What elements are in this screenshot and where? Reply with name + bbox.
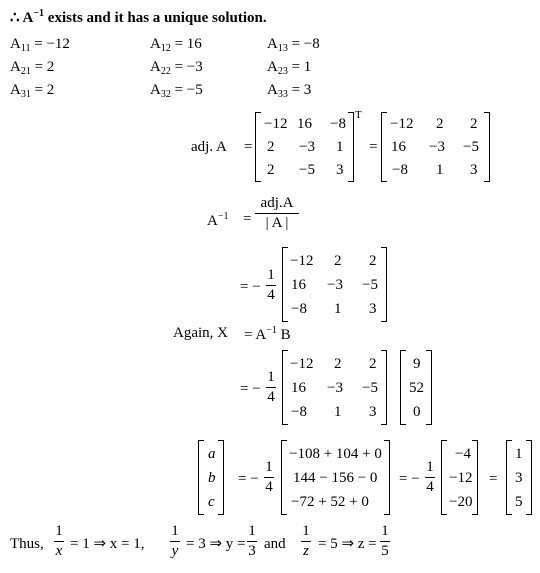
cofactor-a33: $A_{33} = 3$ bbox=[267, 82, 312, 100]
expr-left-bracket bbox=[281, 440, 287, 515]
vector-cell: 0 bbox=[413, 404, 421, 420]
vector-cell: 9 bbox=[413, 356, 421, 372]
cofactor-a21: $A_{21} = 2$ bbox=[10, 59, 55, 77]
intro-sup: −1 bbox=[33, 8, 45, 19]
result-cell: 1 bbox=[515, 446, 523, 462]
product-matrix-right-bracket bbox=[381, 350, 387, 425]
inverse-coefficient: 1 4 bbox=[267, 267, 275, 303]
product-cell: −5 bbox=[362, 380, 378, 396]
thus-t1: = 1 ⇒ x = 1, bbox=[70, 536, 145, 552]
adj-m1-cell: 16 bbox=[297, 116, 312, 132]
vector-cell: 52 bbox=[409, 380, 424, 396]
adj-m2-cell: 16 bbox=[391, 139, 406, 155]
adj-eq1: = bbox=[244, 139, 253, 155]
cofactor-a32: $A_{32} = -5$ bbox=[150, 82, 203, 100]
adj-m1-cell: 2 bbox=[267, 139, 275, 155]
inverse-cell: 16 bbox=[291, 277, 306, 293]
vector-left-bracket bbox=[400, 350, 406, 425]
expr-row: −72 + 52 + 0 bbox=[291, 494, 369, 510]
product-eq: = − bbox=[240, 381, 261, 397]
product-cell: −3 bbox=[327, 380, 343, 396]
adj-m1-left-bracket bbox=[255, 112, 261, 182]
solve-coefficient: 1 4 bbox=[265, 459, 273, 495]
adj-m1-cell: −12 bbox=[264, 116, 288, 132]
adj-m1-cell: 3 bbox=[336, 162, 344, 178]
intro-line bbox=[10, 9, 267, 26]
result-cell: 5 bbox=[515, 494, 523, 510]
expr-right-bracket bbox=[384, 440, 390, 515]
result-right-bracket bbox=[526, 440, 532, 515]
adj-m2-cell: −8 bbox=[392, 162, 408, 178]
frac-one-fifth: 1 5 bbox=[381, 523, 389, 559]
thus-t4: = 5 ⇒ z = bbox=[318, 536, 377, 552]
inverse-eq: = bbox=[243, 211, 252, 227]
inverse-eq2: = − bbox=[240, 279, 261, 295]
adj-m2-cell: 1 bbox=[436, 162, 444, 178]
adj-m2-left-bracket bbox=[381, 112, 387, 182]
vals-left-bracket bbox=[441, 440, 447, 515]
adj-m2-cell: −12 bbox=[390, 116, 414, 132]
product-cell: −12 bbox=[290, 356, 314, 372]
expr-row: −108 + 104 + 0 bbox=[289, 446, 382, 462]
inverse-cell: −12 bbox=[290, 253, 314, 269]
vector-right-bracket bbox=[426, 350, 432, 425]
cofactor-a23: $A_{23} = 1$ bbox=[267, 59, 312, 77]
inverse-lhs: $A^{-1}$ bbox=[207, 211, 229, 229]
var-a: a bbox=[208, 446, 216, 462]
result-left-bracket bbox=[506, 440, 512, 515]
vals-cell: −12 bbox=[449, 470, 473, 486]
inverse-cell: 2 bbox=[369, 253, 377, 269]
vals-right-bracket bbox=[472, 440, 478, 515]
cofactor-a11: $A_{11} = -12$ bbox=[10, 36, 70, 54]
frac-one-third: 1 3 bbox=[248, 523, 256, 559]
adj-m2-cell: 2 bbox=[470, 116, 478, 132]
adj-m2-cell: −3 bbox=[429, 139, 445, 155]
cofactor-a13: $A_{13} = -8$ bbox=[267, 36, 320, 54]
cofactor-a22: $A_{22} = -3$ bbox=[150, 59, 203, 77]
expr-row: 144 − 156 − 0 bbox=[293, 470, 378, 486]
intro-text: exists and it has a unique solution. bbox=[44, 10, 267, 26]
product-cell: 16 bbox=[291, 380, 306, 396]
inverse-cell: −3 bbox=[327, 277, 343, 293]
again-rhs: = $A^{-1}$ B bbox=[244, 325, 291, 343]
thus-t2: = 3 ⇒ y = bbox=[186, 536, 246, 552]
adj-m1-cell: −3 bbox=[299, 139, 315, 155]
inverse-cell: 1 bbox=[334, 301, 342, 317]
adj-eq2: = bbox=[369, 139, 378, 155]
solve-coefficient-2: 1 4 bbox=[426, 459, 434, 495]
product-matrix-left-bracket bbox=[282, 350, 288, 425]
fraction-bar bbox=[255, 213, 299, 214]
vars-right-bracket bbox=[218, 440, 224, 515]
inverse-cell: −5 bbox=[362, 277, 378, 293]
adj-m2-cell: −5 bbox=[463, 139, 479, 155]
inverse-left-bracket bbox=[282, 247, 288, 322]
adj-label: adj. A bbox=[191, 139, 227, 155]
product-cell: 2 bbox=[369, 356, 377, 372]
solve-eq1: = − bbox=[238, 471, 259, 487]
again-label: Again, X bbox=[173, 325, 228, 341]
cofactor-a12: $A_{12} = 16$ bbox=[150, 36, 202, 54]
adj-m1-right-bracket bbox=[348, 112, 354, 182]
solve-eq3: = bbox=[489, 471, 498, 487]
frac-one-over-x: 1 x bbox=[55, 523, 63, 559]
product-cell: 3 bbox=[369, 404, 377, 420]
cofactor-a31: $A_{31} = 2$ bbox=[10, 82, 55, 100]
product-cell: 2 bbox=[334, 356, 342, 372]
vals-cell: −4 bbox=[455, 446, 471, 462]
adj-m2-right-bracket bbox=[484, 112, 490, 182]
thus-lead: Thus, bbox=[10, 536, 44, 552]
var-c: c bbox=[208, 494, 215, 510]
frac-one-over-y: 1 y bbox=[171, 523, 179, 559]
inverse-right-bracket bbox=[381, 247, 387, 322]
product-cell: −8 bbox=[291, 404, 307, 420]
frac-one-over-z: 1 z bbox=[302, 523, 310, 559]
fraction-denominator: | A | bbox=[265, 215, 289, 231]
adj-m2-cell: 3 bbox=[470, 162, 478, 178]
therefore-symbol: ∴ bbox=[10, 10, 20, 26]
product-coefficient: 1 4 bbox=[267, 369, 275, 405]
result-cell: 3 bbox=[515, 470, 523, 486]
thus-t3: and bbox=[264, 536, 286, 552]
inverse-cell: −8 bbox=[291, 301, 307, 317]
intro-a: A bbox=[22, 10, 34, 26]
inverse-cell: 3 bbox=[369, 301, 377, 317]
vals-cell: −20 bbox=[449, 494, 473, 510]
fraction-numerator: adj.A bbox=[260, 195, 294, 211]
var-b: b bbox=[208, 470, 216, 486]
adj-m1-cell: −8 bbox=[330, 116, 346, 132]
inverse-fraction bbox=[255, 196, 299, 231]
vars-left-bracket bbox=[198, 440, 204, 515]
solve-eq2: = − bbox=[399, 471, 420, 487]
adj-m1-cell: −5 bbox=[299, 162, 315, 178]
adj-m2-cell: 2 bbox=[436, 116, 444, 132]
transpose-mark: T bbox=[355, 109, 362, 121]
adj-m1-cell: 1 bbox=[336, 139, 344, 155]
product-cell: 1 bbox=[334, 404, 342, 420]
adj-m1-cell: 2 bbox=[267, 162, 275, 178]
inverse-cell: 2 bbox=[334, 253, 342, 269]
